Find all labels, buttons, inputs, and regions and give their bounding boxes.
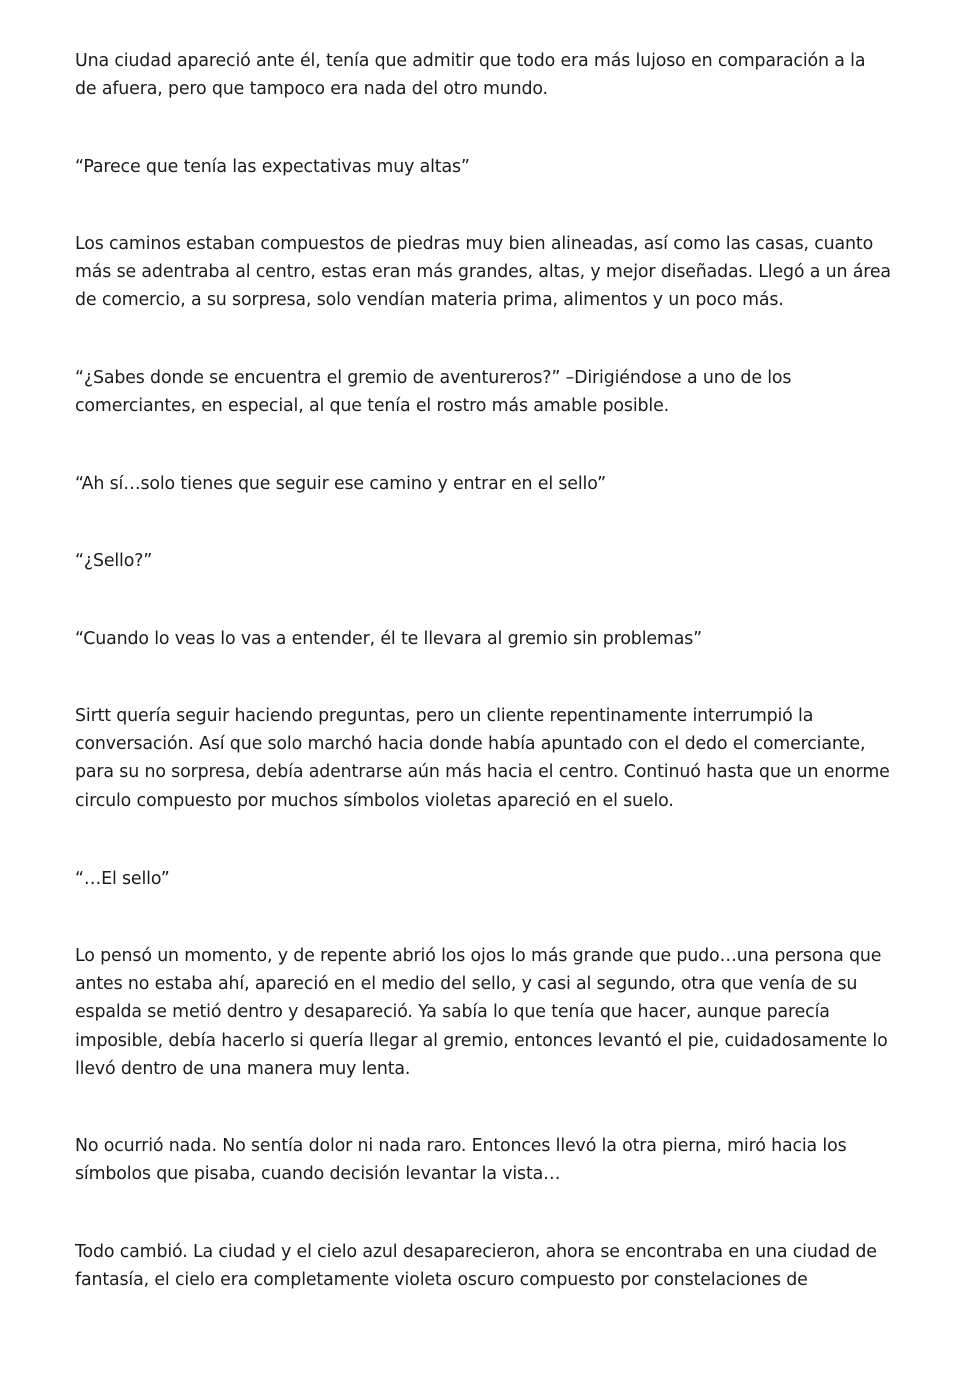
paragraph-3: Los caminos estaban compuestos de piedras muy bien alineadas, así como las casas, cuanto más se adentraba al centro, estas eran más grandes, altas, y mejor diseñadas. Llegó a un área de comercio, a su sorpresa, solo vendían materia prima, alimentos y un poco más. (75, 234, 891, 311)
paragraph-10: Lo pensó un momento, y de repente abrió los ojos lo más grande que pudo…una persona que antes no estaba ahí, apareció en el medio del sello, y casi al segundo, otra que venía de su espalda se metió dentro y desapareció. Ya sabía lo que tenía que hacer, aunque parecía imposible, debía hacerlo si quería llegar al gremio, entonces levantó el pie, cuidadosamente lo llevó dentro de una manera muy lenta. (75, 946, 888, 1079)
paragraph-1: Una ciudad apareció ante él, tenía que admitir que todo era más lujoso en comparación a la de afuera, pero que tampoco era nada del otro mundo. (75, 51, 866, 100)
paragraph-8: Sirtt quería seguir haciendo preguntas, pero un cliente repentinamente interrumpió la conversación. Así que solo marchó hacia donde había apuntado con el dedo el comerciante, para su no sorpresa, debía adentrarse aún más hacia el centro. Continuó hasta que un enorme circulo compuesto por muchos símbolos violetas apareció en el suelo. (75, 706, 890, 811)
paragraph-2: “Parece que tenía las expectativas muy altas” (75, 157, 470, 177)
paragraph-4: “¿Sabes donde se encuentra el gremio de aventureros?” –Dirigiéndose a uno de los comerciantes, en especial, al que tenía el rostro más amable posible. (75, 368, 792, 417)
paragraph-11: No ocurrió nada. No sentía dolor ni nada raro. Entonces llevó la otra pierna, miró hacia los símbolos que pisaba, cuando decisión levantar la vista… (75, 1136, 847, 1185)
paragraph-6: “¿Sello?” (75, 551, 153, 571)
paragraph-9: “…El sello” (75, 869, 170, 889)
paragraph-7: “Cuando lo veas lo vas a entender, él te llevara al gremio sin problemas” (75, 629, 702, 649)
paragraph-5: “Ah sí…solo tienes que seguir ese camino y entrar en el sello” (75, 474, 606, 494)
paragraph-12: Todo cambió. La ciudad y el cielo azul desaparecieron, ahora se encontraba en una ciudad de fantasía, el cielo era completamente violeta oscuro compuesto por constelaciones de (75, 1242, 877, 1291)
